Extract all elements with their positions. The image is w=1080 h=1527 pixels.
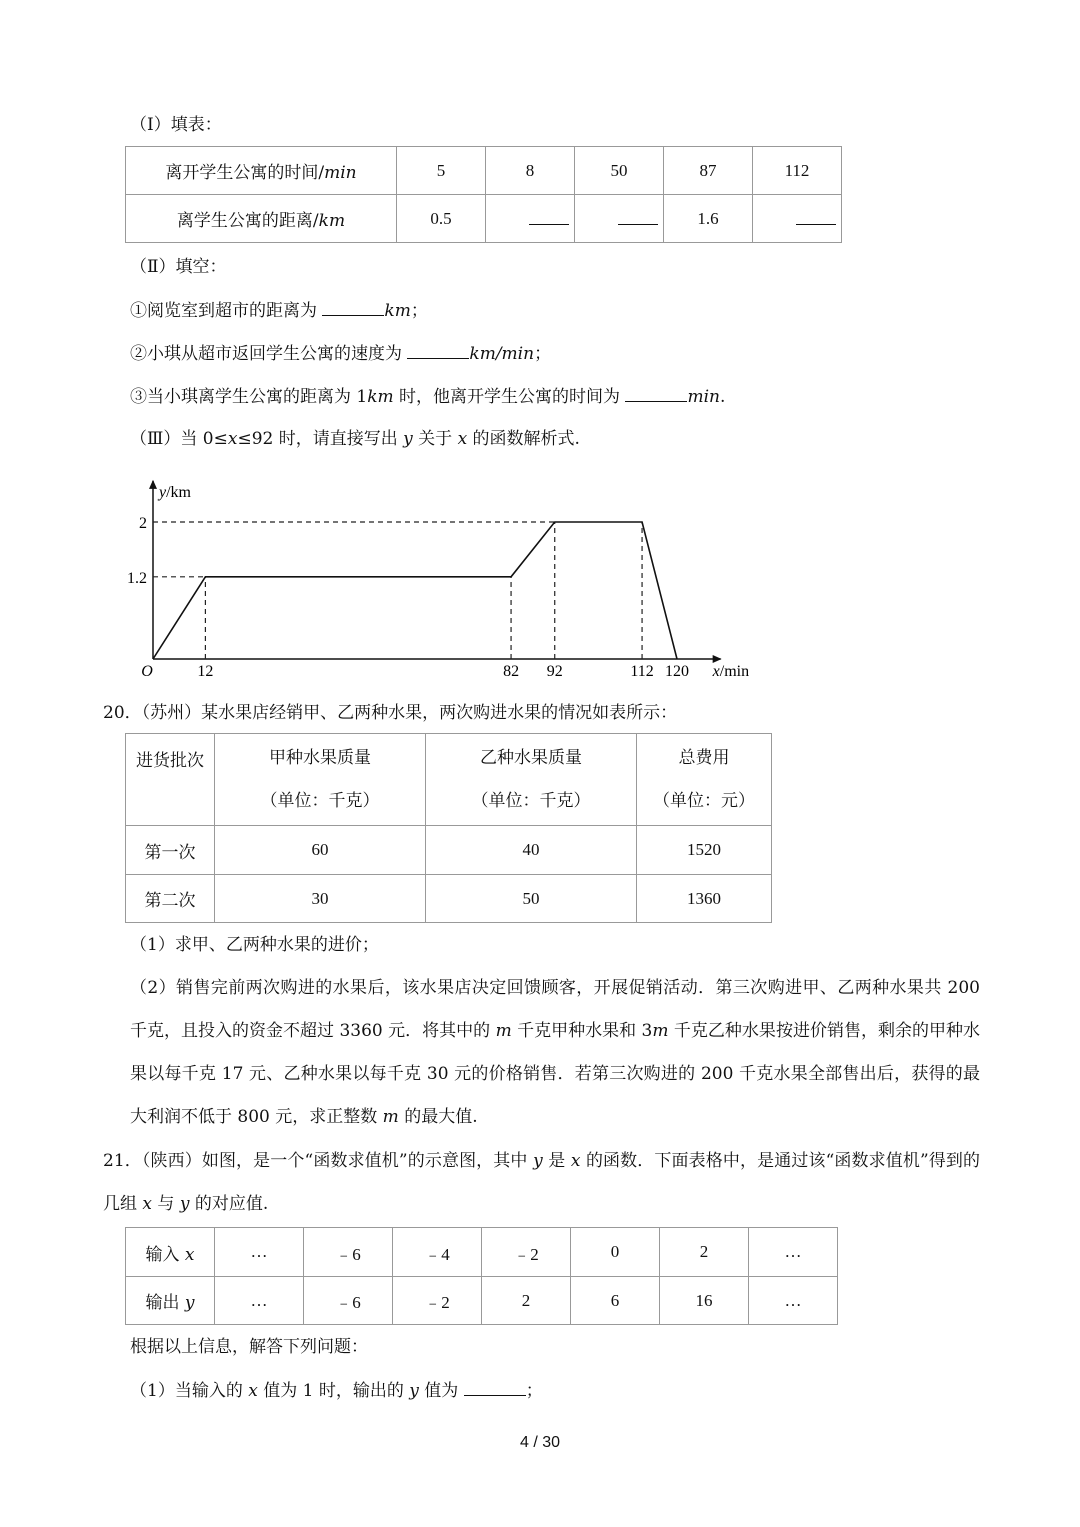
distance-cell: 0.5	[397, 195, 486, 243]
data-series-line	[153, 522, 677, 659]
time-cell: 87	[664, 147, 753, 195]
output-cell: …	[749, 1277, 838, 1325]
x-tick-label: 82	[503, 663, 520, 680]
header-batch: 进货批次	[126, 734, 215, 826]
input-cell: 2	[660, 1228, 749, 1277]
cell: 第二次	[126, 875, 215, 923]
header-total: 总费用 （单位：元）	[637, 734, 772, 826]
q21-after: 根据以上信息，解答下列问题：	[130, 1337, 368, 1357]
output-cell: …	[215, 1277, 304, 1325]
y-axis-label: y/km	[159, 483, 191, 501]
input-cell: 0	[571, 1228, 660, 1277]
q20-intro: 20．（苏州）某水果店经销甲、乙两种水果，两次购进水果的情况如表所示：	[103, 703, 678, 723]
page-number: 4 / 30	[519, 1434, 561, 1451]
q20-part2: （2）销售完前两次购进的水果后，该水果店决定回馈顾客，开展促销活动．第三次购进甲、乙两种水果共 200 千克，且投入的资金不超过 3360 元．将其中的 m 千克甲种水果和 3m 千克乙种水果按进价销售，剩余的甲种水果以每千克 17 元、乙种水果以每千克 30 元的价格销售．若第三次购进的 200 千克水果全部售出后，获得的最大利润不低于 800 元，求正整数 m 的最大值.	[130, 978, 980, 1127]
x-tick-label: 112	[630, 663, 654, 680]
cell: 40	[426, 826, 637, 875]
cell: 50	[426, 875, 637, 923]
input-cell: ﹣4	[393, 1228, 482, 1277]
cell: 30	[215, 875, 426, 923]
time-cell: 8	[486, 147, 575, 195]
q21-part1: （1）当输入的 x 值为 1 时，输出的 y 值为 ；	[130, 1381, 543, 1401]
row-input-label: 输入 x	[126, 1228, 215, 1277]
x-tick-label: 12	[197, 663, 214, 680]
table-row	[126, 826, 772, 875]
fill-question-1: ①阅览室到超市的距离为 km；	[130, 301, 428, 321]
time-cell: 50	[575, 147, 664, 195]
input-cell: ﹣2	[482, 1228, 571, 1277]
part2-label: （Ⅱ）填空：	[130, 257, 227, 277]
cell: 60	[215, 826, 426, 875]
input-cell: …	[215, 1228, 304, 1277]
header-fruit-b: 乙种水果质量 （单位：千克）	[426, 734, 637, 826]
row-output-label: 输出 y	[126, 1277, 215, 1325]
fill-question-3: ③当小琪离学生公寓的距离为 1km 时，他离开学生公寓的时间为 min.	[130, 387, 726, 407]
output-cell: ﹣6	[304, 1277, 393, 1325]
part3-question: （Ⅲ）当 0≤x≤92 时，请直接写出 y 关于 x 的函数解析式.	[130, 429, 580, 449]
output-cell: 16	[660, 1277, 749, 1325]
y-tick-label: 2	[139, 515, 147, 532]
input-cell: ﹣6	[304, 1228, 393, 1277]
row-time-label: 离开学生公寓的时间/min	[126, 147, 397, 195]
q21-intro: 21．（陕西）如图，是一个“函数求值机”的示意图，其中 y 是 x 的函数．下面表格中，是通过该“函数求值机”得到的几组 x 与 y 的对应值.	[103, 1151, 980, 1214]
x-tick-label: 92	[546, 663, 563, 680]
fill-question-2: ②小琪从超市返回学生公寓的速度为 km/min；	[130, 344, 552, 364]
distance-cell: 1.6	[664, 195, 753, 243]
origin-label: O	[141, 663, 153, 680]
cell: 1360	[637, 875, 772, 923]
answer-blank[interactable]	[464, 1379, 526, 1396]
input-cell: …	[749, 1228, 838, 1277]
cell: 第一次	[126, 826, 215, 875]
header-fruit-a: 甲种水果质量 （单位：千克）	[215, 734, 426, 826]
x-tick-label: 120	[665, 663, 689, 680]
table-row	[126, 875, 772, 923]
output-cell: ﹣2	[393, 1277, 482, 1325]
q20-part1: （1）求甲、乙两种水果的进价；	[130, 935, 379, 955]
output-cell: 6	[571, 1277, 660, 1325]
part1-label: （Ⅰ）填表：	[130, 115, 222, 135]
y-tick-label: 1.2	[127, 569, 147, 587]
time-cell: 5	[397, 147, 486, 195]
function-value-table	[125, 1227, 838, 1325]
cell: 1520	[637, 826, 772, 875]
distance-time-graph	[0, 0, 1080, 700]
output-cell: 2	[482, 1277, 571, 1325]
x-axis-label: x/min	[712, 663, 750, 680]
row-distance-label: 离学生公寓的距离/km	[126, 195, 397, 243]
fruit-purchase-table	[125, 733, 772, 923]
time-cell: 112	[753, 147, 842, 195]
